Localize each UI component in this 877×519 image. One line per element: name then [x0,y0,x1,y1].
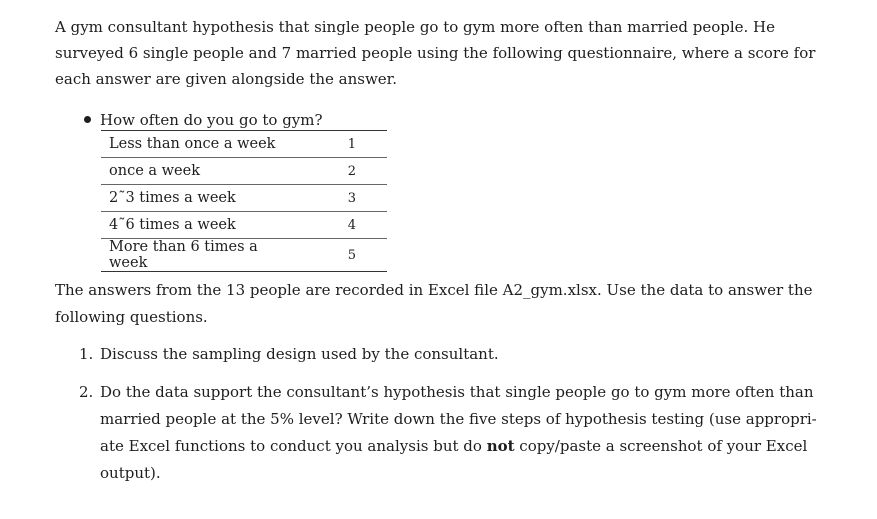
list-item [79,379,829,487]
table-row [101,239,387,272]
question-list [79,341,829,498]
question-number: 1. [79,345,94,363]
question-text: Discuss the sampling design used by the consultant. [100,345,499,363]
answer-cell: Less than once a week [101,131,308,158]
score-cell: 4 [308,212,387,239]
score-cell: 2 [308,158,387,185]
score-cell: 1 [308,131,387,158]
answer-cell: 2˜3 times a week [101,185,308,212]
question-bullet [84,109,323,131]
table-row [101,185,387,212]
question-text-end: copy/paste a screenshot of your Excel output). [100,437,808,482]
table-row [101,158,387,185]
question-text [100,379,829,487]
table-row [101,131,387,158]
bullet-icon [84,116,91,123]
emphasis-text: not [486,437,515,455]
list-item [79,341,829,368]
table-row [101,212,387,239]
question-text-start: Do the data support the consultant’s hypothesis that single people go to gym more often than married people at the 5% level? Write down the five steps of hypothesis testing (use appropri-ate Excel functions to conduct you analysis but do [100,383,817,455]
score-cell: 3 [308,185,387,212]
answers-paragraph: The answers from the 13 people are recorded in Excel file A2_gym.xlsx. Use the data to answer the following questions. [55,281,813,326]
question-heading: How often do you go to gym? [100,111,323,129]
intro-paragraph: A gym consultant hypothesis that single people go to gym more often than married people. He surveyed 6 single people and 7 married people using the following questionnaire, where a score for each answer are given alongside the answer. [55,18,816,88]
score-cell: 5 [308,239,387,272]
score-table [101,130,387,272]
answer-cell: once a week [101,158,308,185]
answer-cell: More than 6 times a week [101,239,308,272]
answer-cell: 4˜6 times a week [101,212,308,239]
question-number: 2. [79,383,94,401]
